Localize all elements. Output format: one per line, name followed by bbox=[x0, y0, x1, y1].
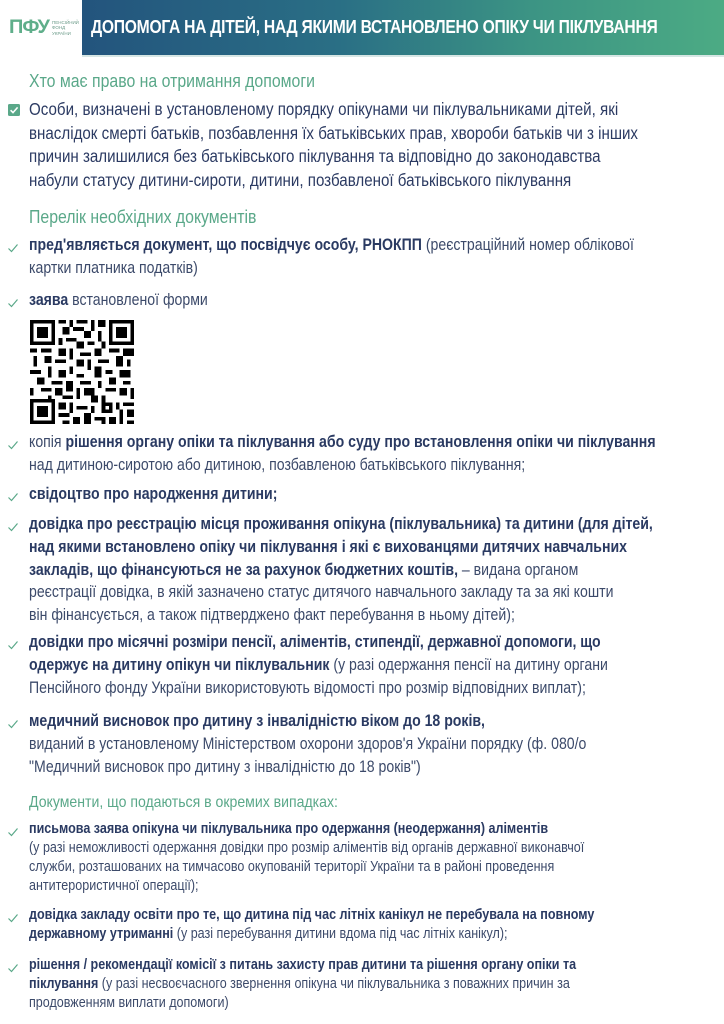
list-item-text bbox=[29, 234, 634, 280]
regular-text: реєстрації довідка, в якій зазначено статус дитячого навчального закладу та за які кошти bbox=[29, 583, 614, 602]
regular-text: над дитиною-сиротою або дитиною, позбавленою батьківського піклування; bbox=[29, 455, 526, 474]
regular-text: "Медичний висновок про дитину з інвалідністю до 18 років") bbox=[29, 757, 421, 776]
regular-text: встановленої форми bbox=[68, 291, 208, 309]
regular-text: виданий в установленому Міністерством охорони здоров'я України порядку (ф. 080/о bbox=[29, 734, 587, 753]
qr-code[interactable] bbox=[30, 320, 134, 424]
bold-text: закладів, що фінансуються не за рахунок бюджетних коштів, bbox=[29, 560, 458, 579]
header bbox=[0, 0, 724, 56]
list-item-text bbox=[29, 431, 656, 477]
list-item-text bbox=[29, 906, 594, 944]
regular-text: (у разі перебування дитини вдома під час літніх канікул); bbox=[173, 926, 508, 942]
bold-text: рішення / рекомендації комісії з питань захисту прав дитини та рішення органу опіки та bbox=[29, 957, 577, 973]
regular-text: картки платника податків) bbox=[29, 258, 198, 277]
checkmark-icon bbox=[7, 826, 19, 838]
eligibility-heading: Хто має право на отримання допомоги bbox=[29, 71, 315, 91]
checkmark-icon bbox=[7, 912, 19, 924]
checkmark-icon bbox=[7, 491, 19, 503]
header-divider bbox=[82, 55, 724, 57]
checkmark-icon bbox=[7, 718, 19, 730]
logo-text: ПЕНСІЙНИЙ ФОНД УКРАЇНИ bbox=[51, 19, 79, 36]
regular-text: – видана органом bbox=[457, 560, 579, 579]
list-item-text bbox=[29, 820, 584, 896]
logo-mark: ПФУ bbox=[9, 17, 49, 38]
regular-text: Пенсійного фонду України використовують відомості про розмір відповідних виплат); bbox=[29, 678, 586, 697]
bold-text: піклування bbox=[29, 976, 99, 992]
regular-text: служби, розташованих на тимчасово окупованій території України та в районі проведення bbox=[29, 859, 555, 875]
regular-text: він фінансується, а також підтверджено факт перебування в ньому дітей); bbox=[29, 606, 515, 625]
regular-text: (у разі неможливості одержання довідки про розмір аліментів від органів державної виконавчої bbox=[29, 840, 585, 856]
bold-text: одержує на дитину опікун чи піклувальник bbox=[29, 655, 330, 674]
documents-heading: Перелік необхідних документів bbox=[29, 207, 257, 227]
bold-text: довідка про реєстрацію місця проживання опікуна (піклувальника) та дитини (для дітей, bbox=[29, 515, 653, 533]
regular-text: антитерористичної операції); bbox=[29, 878, 199, 894]
bold-text: довідки про місячні розміри пенсії, аліментів, стипендії, державної допомоги, що bbox=[29, 633, 601, 651]
checkmark-icon bbox=[7, 242, 19, 254]
list-item-text bbox=[29, 513, 653, 627]
checkmark-icon bbox=[7, 297, 19, 309]
regular-text: (реєстраційний номер облікової bbox=[421, 236, 634, 254]
list-item-text bbox=[29, 289, 208, 312]
bold-text: заява bbox=[29, 291, 69, 309]
regular-text: (у разі несвоєчасного звернення опікуна чи піклувальника з поважних причин за bbox=[98, 976, 570, 992]
checkmark-icon bbox=[7, 521, 19, 533]
list-item-text bbox=[29, 483, 277, 506]
special-cases-heading: Документи, що подаються в окремих випадках: bbox=[29, 794, 338, 811]
checked-box-icon bbox=[8, 104, 20, 116]
eligibility-text: Особи, визначені в установленому порядку опікунами чи піклувальниками дітей, які внаслідок смерті батьків, позбавлення їх батьківських прав, хвороби батьків чи з інших причин залишилися без батьківського піклування та відповідно до законодавства набули статусу дитини-сироти, дитини, позбавленої батьківського піклування bbox=[29, 99, 639, 190]
checkmark-icon bbox=[7, 639, 19, 651]
bold-text: письмова заява опікуна чи піклувальника про одержання (неодержання) аліментів bbox=[29, 821, 549, 837]
list-item-text bbox=[29, 631, 608, 699]
bold-text: довідка закладу освіти про те, що дитина під час літніх канікул не перебувала на повному bbox=[29, 907, 595, 923]
bold-text: державному утриманні bbox=[29, 926, 174, 942]
pfu-logo bbox=[10, 12, 80, 44]
bold-text: пред'являється документ, що посвідчує особу, РНОКПП bbox=[29, 236, 422, 254]
bold-text: рішення органу опіки та піклування або суду про встановлення опіки чи піклування bbox=[65, 433, 656, 451]
regular-text: продовженням виплати допомоги) bbox=[29, 995, 229, 1011]
list-item-text bbox=[29, 956, 576, 1013]
title-banner bbox=[82, 0, 724, 55]
checkmark-icon bbox=[7, 439, 19, 451]
regular-text: копія bbox=[29, 433, 66, 451]
list-item-text bbox=[29, 710, 586, 778]
regular-text: (у разі одержання пенсії на дитину органи bbox=[329, 655, 608, 674]
bold-text: свідоцтво про народження дитини; bbox=[29, 485, 278, 503]
page-title: ДОПОМОГА НА ДІТЕЙ, НАД ЯКИМИ ВСТАНОВЛЕНО ОПІКУ ЧИ ПІКЛУВАННЯ bbox=[91, 17, 658, 37]
bold-text: медичний висновок про дитину з інвалідністю віком до 18 років, bbox=[29, 712, 485, 730]
checkmark-icon bbox=[7, 962, 19, 974]
bold-text: над якими встановлено опіку чи піклування і які є вихованцями дитячих навчальних bbox=[29, 537, 627, 556]
